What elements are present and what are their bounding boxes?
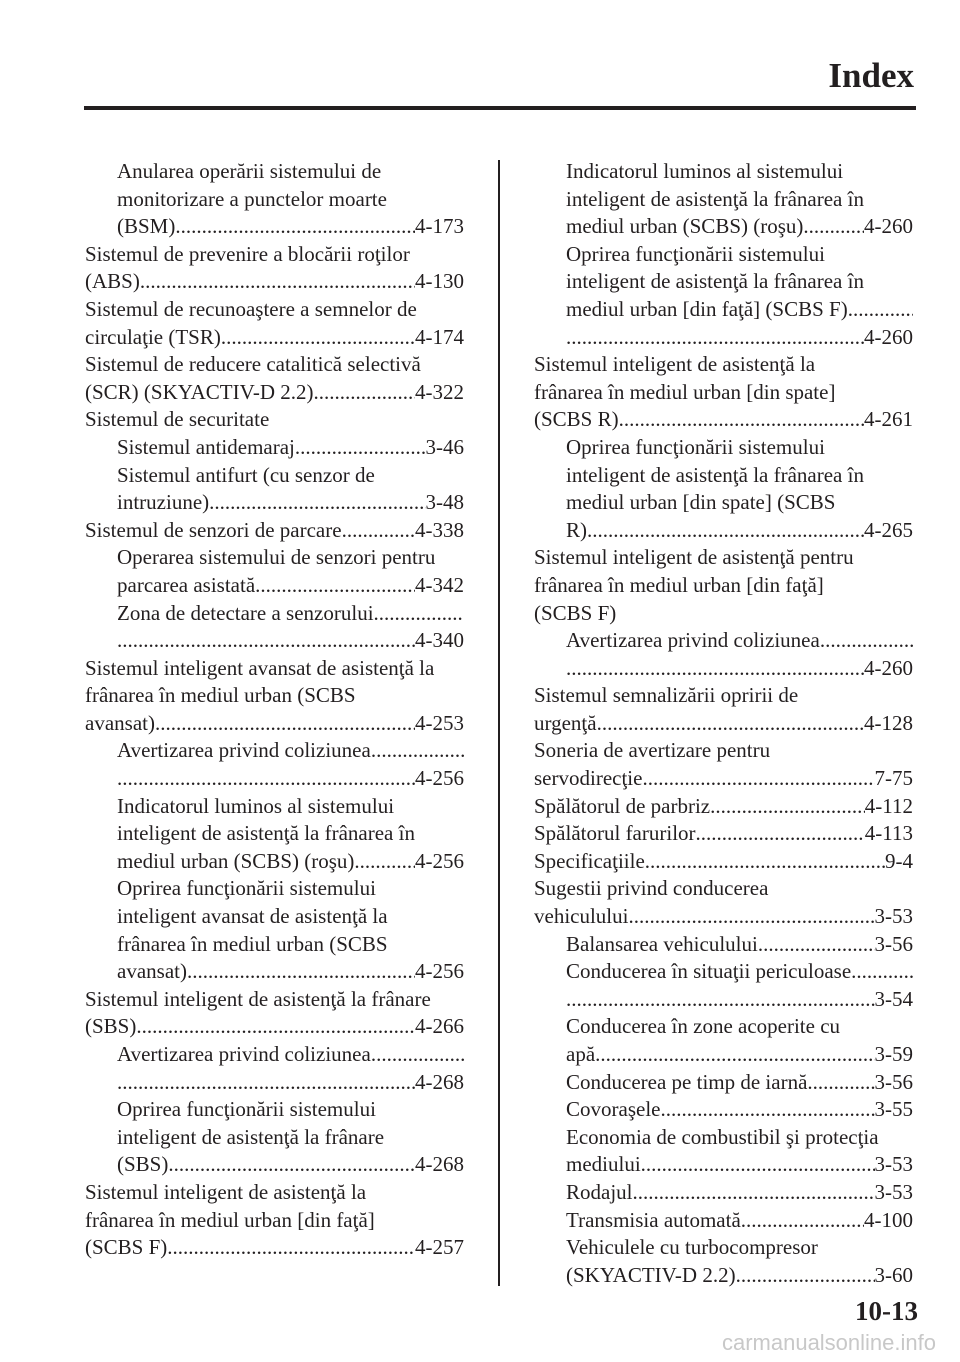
page-ref: 4-256 bbox=[415, 848, 464, 873]
page-ref: 9-4 bbox=[885, 848, 913, 873]
page-ref: 4-260 bbox=[864, 655, 913, 680]
dot-leader bbox=[342, 517, 415, 545]
page-title: Index bbox=[828, 56, 914, 95]
index-entry-line bbox=[566, 958, 913, 986]
entry-text: apă bbox=[566, 1042, 596, 1066]
dot-leader bbox=[136, 1013, 415, 1041]
entry-line: Operarea sistemului de senzori pentru bbox=[117, 545, 436, 570]
dot-leader bbox=[597, 710, 864, 738]
dot-leader bbox=[595, 1041, 874, 1069]
column-divider bbox=[498, 160, 500, 1286]
entry-line: frânarea în mediul urban (SCBS bbox=[117, 931, 388, 956]
entry-line: Sistemul de recunoaştere a semnelor de bbox=[85, 296, 417, 321]
index-entry-line bbox=[534, 406, 913, 434]
index-subentry bbox=[534, 627, 913, 682]
entry-line: Sistemul inteligent de asistenţă pentru bbox=[534, 545, 854, 570]
page-ref: 4-322 bbox=[415, 379, 464, 404]
page-number: 10-13 bbox=[855, 1296, 918, 1326]
entry-text: Spălătorul de parbriz bbox=[534, 793, 711, 818]
entry-line: mediul urban [din spate] (SCBS bbox=[566, 490, 836, 515]
dot-leader bbox=[167, 1234, 415, 1262]
index-subentry bbox=[85, 434, 464, 462]
dot-leader bbox=[374, 600, 464, 628]
entry-text: urgenţă bbox=[534, 710, 597, 735]
dot-leader bbox=[642, 765, 874, 793]
index-entry-line bbox=[117, 1151, 464, 1179]
page-ref: 4-268 bbox=[415, 1152, 464, 1177]
page-ref: 7-75 bbox=[874, 766, 913, 791]
entry-line: inteligent de asistenţă la frânarea în bbox=[566, 269, 864, 294]
dot-leader bbox=[641, 1151, 875, 1179]
dot-leader bbox=[354, 848, 415, 876]
dot-leader bbox=[807, 1069, 874, 1097]
entry-text: (SBS) bbox=[117, 1152, 169, 1177]
index-entry-line bbox=[117, 600, 464, 628]
dot-leader bbox=[736, 1262, 875, 1290]
dot-leader bbox=[255, 572, 415, 600]
entry-line: Indicatorul luminos al sistemului bbox=[117, 793, 395, 818]
index-entry bbox=[534, 848, 913, 876]
index-entry bbox=[85, 296, 464, 351]
entry-text: (ABS) bbox=[85, 269, 140, 294]
entry-text: Covoraşele bbox=[566, 1097, 661, 1122]
entry-line: Sistemul inteligent de asistenţă la bbox=[534, 352, 816, 377]
entry-text: R) bbox=[566, 517, 587, 542]
entry-text: Sistemul antidemaraj bbox=[117, 434, 295, 459]
dot-leader bbox=[628, 903, 874, 931]
dot-leader bbox=[175, 213, 415, 241]
index-subentry bbox=[534, 241, 913, 351]
index-entry-line bbox=[117, 1069, 464, 1097]
entry-line: Economia de combustibil şi protecţia bbox=[566, 1124, 879, 1149]
index-entry bbox=[534, 682, 913, 737]
entry-text: Sistemul de senzori de parcare bbox=[85, 517, 342, 542]
entry-line: inteligent de asistenţă la frânarea în bbox=[566, 462, 864, 487]
index-subentry bbox=[534, 1124, 913, 1179]
index-subentry bbox=[534, 1096, 913, 1124]
entry-text: Conducerea în situaţii periculoase bbox=[566, 959, 852, 984]
dot-leader bbox=[140, 268, 415, 296]
dot-leader bbox=[645, 848, 885, 876]
index-entry-line bbox=[117, 434, 464, 462]
index-entry-line bbox=[534, 820, 913, 848]
page-ref: 4-256 bbox=[415, 766, 464, 791]
index-entry bbox=[534, 820, 913, 848]
index-subentry bbox=[85, 600, 464, 655]
index-entry-line bbox=[117, 627, 464, 655]
dot-leader bbox=[187, 958, 415, 986]
index-entry-line bbox=[117, 489, 464, 517]
index-entry-line bbox=[566, 986, 913, 1014]
index-subentry bbox=[534, 1207, 913, 1235]
index-entry-line bbox=[566, 1207, 913, 1235]
page-ref: 3-60 bbox=[874, 1262, 913, 1287]
index-entry-line bbox=[117, 848, 464, 876]
entry-text: Rodajul bbox=[566, 1179, 633, 1204]
dot-leader bbox=[314, 379, 416, 407]
index-entry-line bbox=[566, 1262, 913, 1290]
entry-line: Oprirea funcţionării sistemului bbox=[117, 1097, 376, 1122]
page-ref: 4-113 bbox=[864, 821, 913, 846]
index-entry bbox=[85, 241, 464, 296]
entry-text: avansat) bbox=[85, 710, 155, 735]
dot-leader bbox=[660, 1096, 874, 1124]
index-subentry bbox=[534, 1069, 913, 1097]
entry-text: Balansarea vehiculului bbox=[566, 931, 758, 956]
index-entry-line bbox=[117, 1041, 464, 1069]
index-entry bbox=[85, 351, 464, 406]
dot-leader bbox=[566, 655, 864, 683]
index-entry-line bbox=[566, 296, 913, 324]
index-entry bbox=[534, 544, 913, 627]
dot-leader bbox=[710, 793, 865, 821]
entry-text: (BSM) bbox=[117, 214, 176, 239]
index-subentry bbox=[534, 931, 913, 959]
index-subentry bbox=[85, 1096, 464, 1179]
index-subentry bbox=[85, 1041, 464, 1096]
entry-text: parcarea asistată bbox=[117, 572, 256, 597]
page-ref: 3-46 bbox=[425, 434, 464, 459]
index-subentry bbox=[534, 1013, 913, 1068]
index-entry-line bbox=[566, 517, 913, 545]
page-ref: 4-342 bbox=[415, 572, 464, 597]
index-entry-line bbox=[534, 765, 913, 793]
entry-line: Sistemul de reducere catalitică selectivă bbox=[85, 352, 421, 377]
index-entry-line bbox=[534, 848, 913, 876]
index-entry-line bbox=[117, 765, 464, 793]
index-entry-line bbox=[85, 379, 464, 407]
index-subentry bbox=[534, 434, 913, 544]
entry-text: (SKYACTIV-D 2.2) bbox=[566, 1262, 736, 1287]
entry-line: Vehiculele cu turbocompresor bbox=[566, 1235, 818, 1260]
page-ref: 3-53 bbox=[874, 1179, 913, 1204]
index-subentry bbox=[534, 1234, 913, 1289]
index-column-left bbox=[85, 158, 464, 1262]
entry-text: Spălătorul farurilor bbox=[534, 821, 696, 846]
index-column-right bbox=[534, 158, 913, 1289]
entry-text: avansat) bbox=[117, 959, 187, 984]
index-entry-line bbox=[566, 627, 913, 655]
entry-text: Avertizarea privind coliziunea bbox=[566, 628, 820, 653]
index-entry-line bbox=[85, 710, 464, 738]
page-ref: 3-53 bbox=[874, 904, 913, 929]
page-ref: 4-173 bbox=[415, 214, 464, 239]
index-entry-line bbox=[566, 213, 913, 241]
entry-line: monitorizare a punctelor moarte bbox=[117, 186, 387, 211]
index-entry-line bbox=[85, 1234, 464, 1262]
index-subentry bbox=[85, 158, 464, 241]
index-entry bbox=[85, 1179, 464, 1262]
dot-leader bbox=[566, 986, 875, 1014]
page-ref: 4-260 bbox=[864, 324, 913, 349]
page-ref: 3-56 bbox=[874, 931, 913, 956]
entry-line: Oprirea funcţionării sistemului bbox=[566, 241, 825, 266]
index-entry-line bbox=[566, 1096, 913, 1124]
index-entry bbox=[534, 793, 913, 821]
index-entry-line bbox=[85, 268, 464, 296]
entry-line: Soneria de avertizare pentru bbox=[534, 738, 771, 763]
entry-text: (SCR) (SKYACTIV-D 2.2) bbox=[85, 379, 314, 404]
index-entry-line bbox=[534, 793, 913, 821]
index-entry-line bbox=[534, 903, 913, 931]
dot-leader bbox=[209, 489, 425, 517]
index-entry bbox=[85, 655, 464, 738]
entry-line: Sistemul inteligent avansat de asistenţă la bbox=[85, 655, 435, 680]
index-entry-line bbox=[534, 710, 913, 738]
page-ref: 4-260 bbox=[864, 214, 913, 239]
entry-text: mediul urban [din faţă] (SCBS F) bbox=[566, 296, 848, 321]
dot-leader bbox=[295, 434, 426, 462]
dot-leader bbox=[633, 1179, 875, 1207]
index-entry-line bbox=[117, 958, 464, 986]
dot-leader bbox=[851, 958, 913, 986]
entry-line: Oprirea funcţionării sistemului bbox=[566, 434, 825, 459]
entry-line: frânarea în mediul urban [din spate] bbox=[534, 379, 836, 404]
entry-text: vehiculului bbox=[534, 904, 629, 929]
index-entry-line bbox=[566, 655, 913, 683]
index-subentry bbox=[85, 544, 464, 599]
entry-line: Anularea operării sistemului de bbox=[117, 159, 382, 183]
page-ref: 4-112 bbox=[864, 793, 913, 818]
entry-line: Indicatorul luminos al sistemului bbox=[566, 159, 844, 183]
entry-line: Oprirea funcţionării sistemului bbox=[117, 876, 376, 901]
index-subentry bbox=[534, 958, 913, 1013]
index-subentry bbox=[85, 462, 464, 517]
page-ref: 3-53 bbox=[874, 1152, 913, 1177]
dot-leader bbox=[758, 931, 875, 959]
dot-leader bbox=[117, 1069, 415, 1097]
index-entry-line bbox=[566, 931, 913, 959]
dot-leader bbox=[820, 627, 913, 655]
entry-text: mediul urban (SCBS) (roşu) bbox=[117, 848, 355, 873]
page-ref: 3-48 bbox=[425, 490, 464, 515]
entry-text: circulaţie (TSR) bbox=[85, 324, 221, 349]
index-entry bbox=[534, 737, 913, 792]
entry-line: inteligent de asistenţă la frânarea în bbox=[566, 186, 864, 211]
entry-line: frânarea în mediul urban [din faţă] bbox=[534, 572, 824, 597]
page-ref: 4-128 bbox=[864, 710, 913, 735]
entry-text: intruziune) bbox=[117, 490, 210, 515]
index-entry-line bbox=[85, 324, 464, 352]
index-subentry bbox=[85, 737, 464, 792]
index-entry-line bbox=[566, 1069, 913, 1097]
entry-line: Sistemul de securitate bbox=[85, 407, 270, 432]
index-entry bbox=[85, 517, 464, 545]
index-entry bbox=[534, 875, 913, 930]
page-ref: 4-100 bbox=[864, 1207, 913, 1232]
page-ref: 4-130 bbox=[415, 269, 464, 294]
index-entry-line bbox=[566, 1151, 913, 1179]
dot-leader bbox=[696, 820, 865, 848]
index-entry bbox=[85, 406, 464, 434]
entry-text: Avertizarea privind coliziunea bbox=[117, 738, 371, 763]
header-rule bbox=[84, 106, 916, 110]
page-ref: 3-54 bbox=[874, 986, 913, 1011]
dot-leader bbox=[741, 1207, 864, 1235]
page-ref: 4-253 bbox=[415, 710, 464, 735]
index-subentry bbox=[85, 875, 464, 985]
entry-text: mediul urban (SCBS) (roşu) bbox=[566, 214, 804, 239]
page-ref: 4-174 bbox=[415, 324, 464, 349]
entry-line: Conducerea în zone acoperite cu bbox=[566, 1014, 841, 1039]
entry-line: frânarea în mediul urban [din faţă] bbox=[85, 1207, 375, 1232]
index-entry bbox=[534, 351, 913, 434]
entry-line: inteligent avansat de asistenţă la bbox=[117, 904, 388, 929]
dot-leader bbox=[619, 406, 864, 434]
dot-leader bbox=[566, 324, 864, 352]
entry-text: Zona de detectare a senzorului bbox=[117, 600, 374, 625]
entry-text: servodirecţie bbox=[534, 766, 643, 791]
watermark: carmanualsonline.info bbox=[721, 1330, 936, 1355]
dot-leader bbox=[117, 627, 415, 655]
index-entry-line bbox=[117, 213, 464, 241]
index-entry bbox=[85, 986, 464, 1041]
dot-leader bbox=[371, 737, 464, 765]
index-entry-line bbox=[85, 1013, 464, 1041]
dot-leader bbox=[221, 324, 415, 352]
index-entry-line bbox=[566, 1179, 913, 1207]
dot-leader bbox=[371, 1041, 464, 1069]
entry-text: mediului bbox=[566, 1152, 641, 1177]
dot-leader bbox=[155, 710, 415, 738]
index-entry-line bbox=[117, 737, 464, 765]
index-entry-line bbox=[566, 324, 913, 352]
index-subentry bbox=[534, 158, 913, 241]
page-ref: 4-265 bbox=[864, 517, 913, 542]
entry-text: Avertizarea privind coliziunea bbox=[117, 1042, 371, 1066]
dot-leader bbox=[117, 765, 415, 793]
entry-line: Sistemul inteligent de asistenţă la bbox=[85, 1179, 367, 1204]
entry-line: Sistemul semnalizării opririi de bbox=[534, 683, 799, 708]
entry-line: inteligent de asistenţă la frânare bbox=[117, 1124, 385, 1149]
page-ref: 4-340 bbox=[415, 628, 464, 653]
entry-line: Sistemul de prevenire a blocării roţilor bbox=[85, 241, 410, 266]
page-ref: 3-56 bbox=[874, 1069, 913, 1094]
index-entry-line bbox=[85, 517, 464, 545]
dot-leader bbox=[803, 213, 864, 241]
dot-leader bbox=[587, 517, 864, 545]
entry-line: Sistemul antifurt (cu senzor de bbox=[117, 462, 375, 487]
index-entry-line bbox=[566, 1041, 913, 1069]
page-ref: 4-257 bbox=[415, 1235, 464, 1260]
dot-leader bbox=[168, 1151, 415, 1179]
entry-text: Conducerea pe timp de iarnă bbox=[566, 1069, 808, 1094]
entry-text: (SCBS R) bbox=[534, 407, 619, 432]
page-ref: 3-55 bbox=[874, 1097, 913, 1122]
entry-text: Transmisia automată bbox=[566, 1207, 741, 1232]
index-subentry bbox=[85, 793, 464, 876]
entry-line: (SCBS F) bbox=[534, 600, 617, 625]
page-ref: 3-59 bbox=[874, 1042, 913, 1066]
index-entry-line bbox=[117, 572, 464, 600]
entry-text: Specificaţiile bbox=[534, 848, 645, 873]
entry-line: inteligent de asistenţă la frânarea în bbox=[117, 821, 415, 846]
page-ref: 4-338 bbox=[415, 517, 464, 542]
entry-text: (SBS) bbox=[85, 1014, 137, 1039]
page-ref: 4-261 bbox=[864, 407, 913, 432]
dot-leader bbox=[848, 296, 913, 324]
entry-text: (SCBS F) bbox=[85, 1235, 168, 1260]
entry-line: frânarea în mediul urban (SCBS bbox=[85, 683, 356, 708]
page-ref: 4-266 bbox=[415, 1014, 464, 1039]
page-ref: 4-256 bbox=[415, 959, 464, 984]
page-ref: 4-268 bbox=[415, 1069, 464, 1094]
entry-line: Sistemul inteligent de asistenţă la frânare bbox=[85, 986, 431, 1011]
entry-line: Sugestii privind conducerea bbox=[534, 876, 769, 901]
index-subentry bbox=[534, 1179, 913, 1207]
